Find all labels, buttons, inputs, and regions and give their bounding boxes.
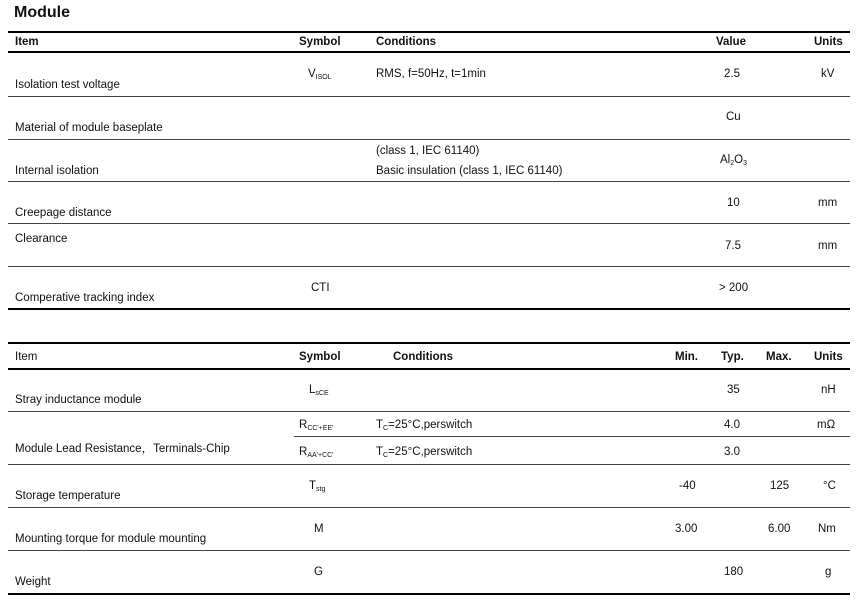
row-symbol: $T_{stg}$ <box>309 480 326 493</box>
module-title: Module <box>14 4 70 21</box>
header-min: Min. <box>675 351 698 363</box>
row-units: mm <box>818 197 838 209</box>
row-units: kV <box>821 68 835 80</box>
row-divider <box>8 96 850 97</box>
row-symbol: M <box>314 523 324 535</box>
header-conditions: Conditions <box>393 351 454 363</box>
row-typ-b: 3.0 <box>724 446 740 458</box>
row-min: 3.00 <box>675 523 698 535</box>
row-symbol: $V_{ISOL}$ <box>308 68 332 81</box>
row-max: 125 <box>770 480 790 492</box>
row-item: Comperative tracking index <box>15 292 155 304</box>
row-divider <box>8 139 850 140</box>
row-units-a: mΩ <box>817 419 836 431</box>
table-top-rule <box>8 342 850 344</box>
header-value: Value <box>716 36 747 48</box>
row-units: nH <box>821 384 836 396</box>
row-divider <box>8 464 850 465</box>
row-max: 6.00 <box>768 523 791 535</box>
row-symbol: G <box>314 566 323 578</box>
row-typ: 35 <box>727 384 740 396</box>
row-item: Weight <box>15 576 51 588</box>
row-item: Stray inductance module <box>15 394 142 406</box>
header-symbol: Symbol <box>299 36 341 48</box>
row-value: 10 <box>727 197 740 209</box>
row-value: 7.5 <box>725 240 741 252</box>
row-conditions-b: $T_C=25^\circ C,perswitch$ <box>376 446 473 459</box>
row-item: Internal isolation <box>15 165 99 177</box>
row-item: Storage temperature <box>15 490 121 502</box>
row-units: g <box>825 566 832 578</box>
header-rule <box>8 51 850 53</box>
header-units: Units <box>814 36 843 48</box>
header-item: Item <box>15 36 39 48</box>
row-symbol-a: $R_{CC'+EE'}$ <box>299 419 334 432</box>
table-bottom-rule <box>8 308 850 310</box>
row-value: 2.5 <box>724 68 740 80</box>
header-units: Units <box>814 351 843 363</box>
row-divider <box>8 181 850 182</box>
row-conditions-line1: (class 1, IEC 61140) <box>376 145 480 157</box>
row-divider <box>8 266 850 267</box>
row-typ: 180 <box>724 566 744 578</box>
row-item: Clearance <box>15 233 68 245</box>
header-rule <box>8 368 850 370</box>
row-item: Creepage distance <box>15 207 112 219</box>
row-conditions: RMS, f=50Hz, t=1min <box>376 68 486 80</box>
row-divider <box>8 550 850 551</box>
row-value: Cu <box>726 111 741 123</box>
header-symbol: Symbol <box>299 351 341 363</box>
sub-row-divider <box>294 436 850 437</box>
row-conditions-line2: Basic insulation (class 1, IEC 61140) <box>376 165 563 177</box>
row-divider <box>8 507 850 508</box>
row-divider <box>8 411 850 412</box>
row-units: °C <box>823 480 836 492</box>
row-value: $Al_2O_3$ <box>720 154 747 167</box>
row-item: Isolation test voltage <box>15 79 120 91</box>
row-units: mm <box>818 240 838 252</box>
header-typ: Typ. <box>721 351 744 363</box>
row-typ-a: 4.0 <box>724 419 740 431</box>
table-bottom-rule <box>8 593 850 595</box>
header-max: Max. <box>766 351 792 363</box>
row-units: Nm <box>818 523 836 535</box>
table-top-rule <box>8 31 850 33</box>
row-symbol: CTI <box>311 282 330 294</box>
row-divider <box>8 223 850 224</box>
row-item: Mounting torque for module mounting <box>15 533 207 545</box>
row-value: > 200 <box>719 282 749 294</box>
row-symbol: $L_{sCE}$ <box>309 384 329 397</box>
row-min: -40 <box>679 480 696 492</box>
row-item: Module Lead Resistance，Terminals-Chip <box>15 443 230 455</box>
row-symbol-b: $R_{AA'+CC'}$ <box>299 446 334 459</box>
row-item: Material of module baseplate <box>15 122 163 134</box>
header-conditions: Conditions <box>376 36 437 48</box>
row-conditions-a: $T_C=25^\circ C,perswitch$ <box>376 419 473 432</box>
header-item: Item <box>15 351 38 363</box>
